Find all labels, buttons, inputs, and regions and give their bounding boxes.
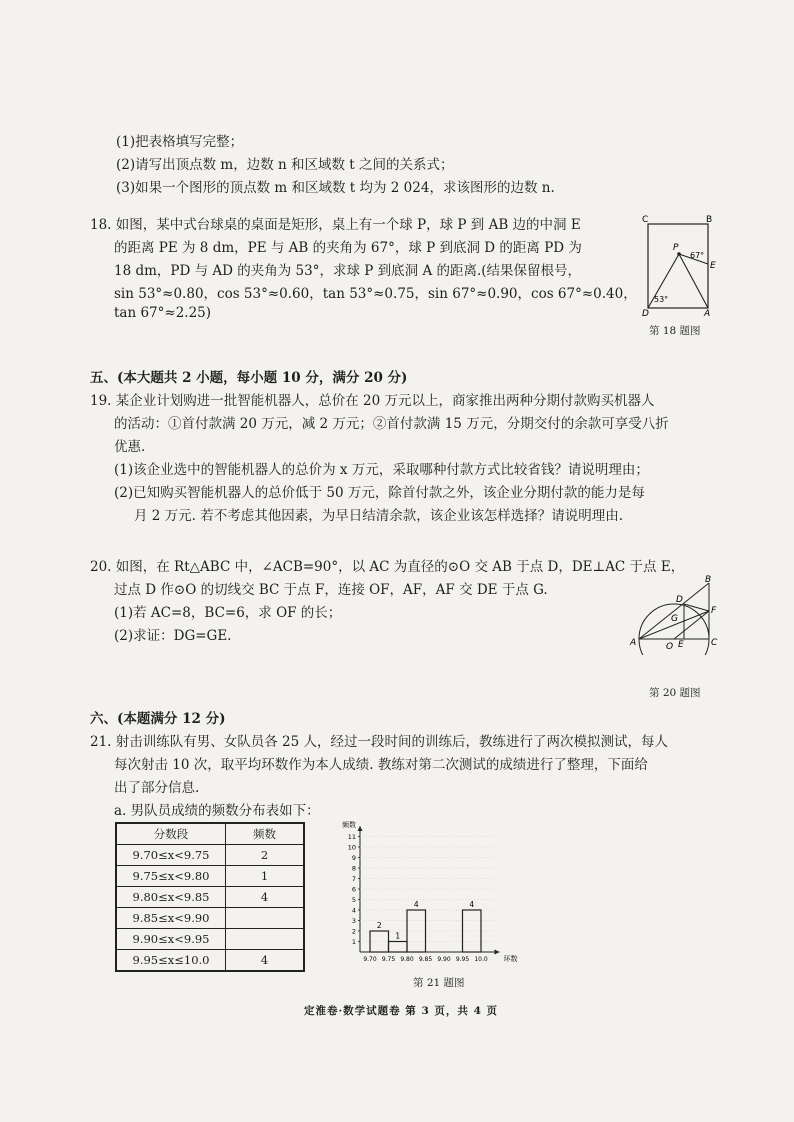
count-cell: 4 [226,950,305,972]
of-line [674,611,709,639]
q18-line: sin 53°≈0.80，cos 53°≈0.60，tan 53°≈0.75，sin 67°≈0.90，cos 67°≈0.40， [114,286,637,302]
bar-data-label: 4 [469,900,475,909]
table-row [116,845,304,866]
q19-line: 月 2 万元. 若不考虑其他因素，为早日结清余款，该企业该怎样选择？请说明理由. [134,508,624,524]
q18-line: tan 67°≈2.25) [114,305,212,321]
q20-label-o: O [666,642,674,652]
x-tick-label: 9.90 [437,956,451,963]
q21-line: 21. 射击训练队有男、女队员各 25 人，经过一段时间的训练后，教练进行了两次模拟测试，每人 [90,734,669,750]
q18-label-e: E [710,261,716,271]
q18-line: 18 dm，PD 与 AD 的夹角为 53°，求球 P 到底洞 A 的距离.(结果保留根号， [114,263,582,279]
q19-line: (1)该企业选中的智能机器人的总价为 x 万元，采取哪种付款方式比较省钱？请说明理由； [114,462,649,478]
df-line [684,604,709,611]
q20-label-c: C [711,638,718,648]
x-axis-arrow [495,950,500,955]
q20-line: 过点 D 作⊙O 的切线交 BC 于点 F，连接 OF，AF，AF 交 DE 于点 G. [114,582,548,598]
header-score: 分数段 [116,823,226,845]
q20-label-d: D [676,595,683,605]
x-tick-label: 9.80 [400,956,414,963]
y-tick-label: 3 [351,917,356,925]
y-tick-label: 7 [351,875,356,883]
q19-line: 的活动：①首付款满 20 万元，减 2 万元；②首付款满 15 万元，分期交付的余款可享受八折 [114,416,669,432]
q21-line: 出了部分信息. [114,780,200,796]
q19-line: 19. 某企业计划购进一批智能机器人，总价在 20 万元以上，商家推出两种分期付款购买机器人 [90,393,655,409]
y-tick-label: 1 [351,938,356,946]
bar-data-label: 1 [395,931,401,941]
bar-data-label: 2 [376,921,382,930]
q21-line: a. 男队员成绩的频数分布表如下： [114,803,320,819]
y-axis-label: 频数 [342,821,356,829]
q20-caption: 第 20 题图 [649,687,701,699]
q18-label-a: A [704,309,711,317]
q18-figure [640,212,720,317]
y-tick-label: 2 [351,927,356,936]
q20-line: 20. 如图，在 Rt△ABC 中，∠ACB=90°，以 AC 为直径的⊙O 交 AB 于点 D，DE⊥AC 于点 E， [90,559,685,575]
y-tick-label: 10 [347,843,356,852]
histogram-chart [338,812,538,972]
y-tick-label: 6 [351,885,356,894]
table-row [116,929,304,950]
q18-label-b: B [706,215,713,225]
range-cell: 9.95≤x≤10.0 [116,950,226,972]
x-axis-label: 环数 [503,955,518,963]
y-tick-label: 8 [351,864,356,873]
x-tick-label: 9.95 [455,956,470,963]
q20-line: (2)求证：DG=GE. [114,628,232,644]
q18-label-p: P [673,243,679,253]
q17-part1: (1)把表格填写完整； [116,134,244,150]
table-row [116,887,304,908]
count-cell: 4 [226,887,305,908]
q18-caption: 第 18 题图 [649,325,701,337]
range-cell: 9.75≤x<9.80 [116,866,226,887]
range-cell: 9.80≤x<9.85 [116,887,226,908]
q18-label-d: D [642,309,649,317]
section-6-heading: 六、(本题满分 12 分) [90,711,226,727]
header-frequency: 频数 [226,823,305,845]
q20-line: (1)若 AC=8，BC=6，求 OF 的长； [114,605,342,621]
count-cell: 2 [226,845,305,866]
frequency-table [115,822,305,972]
range-cell: 9.70≤x<9.75 [116,845,226,866]
table-row [116,950,304,972]
count-cell: 1 [226,866,305,887]
y-tick-label: 4 [351,906,356,915]
ab-line [639,583,709,639]
table-row [116,908,304,929]
table-header-row [116,823,304,845]
q18-label-67: 67° [690,251,705,260]
q18-line: 18. 如图，某中式台球桌的桌面是矩形，桌上有一个球 P，球 P 到 AB 边的中洞 E [90,217,581,233]
q18-label-c: C [642,215,649,225]
y-axis-arrow [358,826,363,831]
histogram-bar [389,942,408,953]
q18-label-53: 53° [654,295,669,304]
q21-line: 每次射击 10 次，取平均环数作为本人成绩. 教练对第二次测试的成绩进行了整理，下面给 [114,757,648,773]
q20-label-g: G [671,614,678,624]
q19-line: 优惠. [114,439,146,455]
section-5-heading: 五、(本大题共 2 小题，每小题 10 分，满分 20 分) [90,370,408,386]
q21-caption: 第 21 题图 [413,977,465,989]
range-cell: 9.85≤x<9.90 [116,908,226,929]
q20-figure [628,575,720,655]
q20-label-a: A [630,638,637,648]
q20-label-e: E [678,640,684,650]
x-tick-label: 9.75 [381,956,396,963]
table-row [116,866,304,887]
circle-o [639,604,709,655]
y-tick-label: 11 [347,833,356,841]
q20-label-b: B [705,575,712,585]
q20-label-f: F [711,606,717,616]
x-tick-label: 10.0 [474,956,488,963]
q18-line: 的距离 PE 为 8 dm，PE 与 AB 的夹角为 67°，球 P 到底洞 D 的距离 PD 为 [114,240,582,256]
count-cell [226,929,305,950]
y-tick-label: 5 [351,896,356,904]
q17-part2: (2)请写出顶点数 m，边数 n 和区域数 t 之间的关系式； [116,157,454,173]
histogram-bar [407,910,426,952]
page-footer: 定淮卷·数学试题卷 第 3 页，共 4 页 [304,1005,499,1017]
range-cell: 9.90≤x<9.95 [116,929,226,950]
bar-data-label: 4 [413,900,419,909]
y-tick-label: 9 [351,854,356,862]
q19-line: (2)已知购买智能机器人的总价低于 50 万元，除首付款之外，该企业分期付款的能力是每 [114,485,645,501]
count-cell [226,908,305,929]
x-tick-label: 9.85 [418,956,433,963]
q17-part3: (3)如果一个图形的顶点数 m 和区域数 t 均为 2 024，求该图形的边数 n. [116,180,555,196]
x-tick-label: 9.70 [363,956,377,963]
